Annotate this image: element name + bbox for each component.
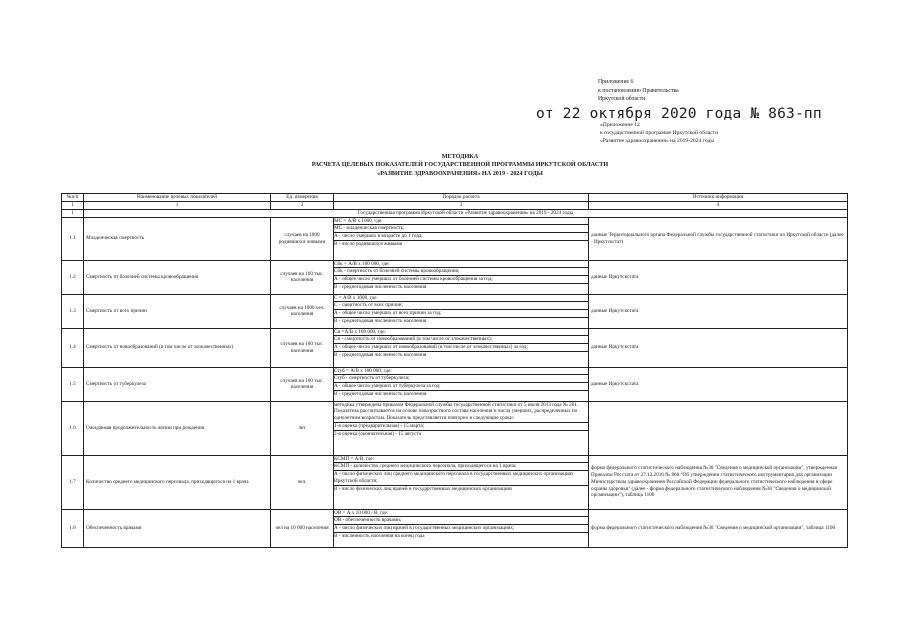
- calculation-line: Стуб = А/В х 100 000, где:: [334, 368, 589, 376]
- calculation-line: В - среднегодовая численность населения: [334, 317, 427, 324]
- row-number: 1.2: [62, 260, 84, 294]
- header-name: Наименование целевых показателей: [84, 194, 271, 202]
- indicator-name: Смертность от болезней системы кровообращения: [84, 260, 271, 294]
- calculation-method: [334, 217, 589, 260]
- column-number: 1: [62, 202, 84, 210]
- unit-of-measure: случаев на 100 тыс. населения: [271, 328, 334, 367]
- row-number: 1.5: [62, 367, 84, 401]
- table-row: [62, 509, 848, 547]
- column-number: 3: [334, 202, 589, 210]
- calculation-line: А - общее число умерших от туберкулеза за год;: [334, 383, 589, 391]
- program-num: I: [62, 209, 84, 217]
- information-source: форма федерального статистического наблюдения №30 "Сведения о медицинской организации", утвержденная Приказом Росстата от 27.12.2016 № 866 "Об утверждении статистического инструментария для организации Министерством здравоохранения Российской Федерации федерального статистического наблюдения в сфере охраны здоровья" (далее - форма федерального статистического наблюдения №30 "Сведения о медицинской организации"), таблица 1100: [589, 455, 848, 509]
- title-line: МЕТОДИКА: [441, 153, 479, 160]
- calculation-line: Стуб - смертность от туберкулеза;: [334, 375, 589, 383]
- indicator-name: Младенческая смертность: [84, 217, 271, 260]
- title-line: РАСЧЕТА ЦЕЛЕВЫХ ПОКАЗАТЕЛЕЙ ГОСУДАРСТВЕННОЙ ПРОГРАММЫ ИРКУТСКОЙ ОБЛАСТИ: [311, 161, 609, 169]
- appendix-line: к постановлению Правительства: [598, 87, 679, 94]
- information-source: данные Иркутскстата: [589, 294, 848, 328]
- calculation-line: А - число умерших в возрасте до 1 года;: [334, 233, 589, 241]
- information-source: данные Иркутскстата: [589, 328, 848, 367]
- program-title: Государственная программа Иркутской области «Развитие здравоохранения» на 2019 - 2024 годы: [84, 209, 848, 217]
- indicator-name: Количество среднего медицинского персонала, приходящегося на 1 врача: [84, 455, 271, 509]
- appendix-line: «Приложение 12: [600, 122, 640, 128]
- calculation-line: Сбк = А/В х 100 000, где:: [334, 261, 589, 269]
- appendix-line: «Развитие здравоохранения» на 2019-2024 годы: [600, 138, 715, 145]
- unit-of-measure: случаев на 100 тыс. населения: [271, 260, 334, 294]
- indicators-table: [61, 193, 848, 548]
- table-header-row: [62, 194, 848, 202]
- calculation-line: А - общее число умерших от всех причин за год;: [334, 310, 589, 318]
- table-row: [62, 401, 848, 455]
- calculation-line: А - число физических лиц врачей в государственных медицинских организациях;: [334, 525, 589, 533]
- table-row: [62, 294, 848, 328]
- table-row: [62, 367, 848, 401]
- decree-date-stamp: от 22 октября 2020 года № 863-пп: [536, 106, 822, 122]
- calculation-line: 2-я оценка (окончательная) - 15 августа: [334, 430, 422, 437]
- unit-of-measure: чел на 10 000 населения: [271, 509, 334, 547]
- information-source: данные Иркутскстата: [589, 367, 848, 401]
- program-row: [62, 209, 848, 217]
- appendix-subheader: [600, 121, 718, 146]
- information-source: данные Территориального органа Федеральной службы государственной статистики по Иркутской области (далее - Иркутскстат): [589, 217, 848, 260]
- table-row: [62, 455, 848, 509]
- calculation-line: ОВ - обеспеченность врачами;: [334, 517, 589, 525]
- calculation-line: КСМП = А/В, где:: [334, 456, 589, 464]
- header-source: Источник информации: [589, 194, 848, 202]
- calculation-method: [334, 367, 589, 401]
- calculation-line: В - численность населения на конец года: [334, 532, 425, 539]
- unit-of-measure: случаев на 1000 родившихся живыми: [271, 217, 334, 260]
- indicator-name: Смертность от туберкулеза: [84, 367, 271, 401]
- unit-of-measure: случаев на 1000 чел. населения: [271, 294, 334, 328]
- calculation-method: [334, 294, 589, 328]
- row-number: 1.6: [62, 401, 84, 455]
- column-number: 2: [271, 202, 334, 210]
- calculation-line: МС - младенческая смертность;: [334, 225, 589, 233]
- calculation-line: В - среднегодовая численность населения: [334, 283, 427, 290]
- appendix-line: Иркутской области: [598, 96, 646, 103]
- header-calc: Порядок расчета: [334, 194, 589, 202]
- calculation-line: Сн - смертность от новообразований (в том числе от злокачественных);: [334, 336, 589, 344]
- row-number: 1.7: [62, 455, 84, 509]
- appendix-line: к государственной программе Иркутской области: [600, 130, 719, 137]
- calculation-line: А - число физических лиц среднего медицинского персонала в государственных медицинских организациях Иркутской области;: [334, 471, 589, 485]
- calculation-method: [334, 260, 589, 294]
- header-unit: Ед. измерения: [271, 194, 334, 202]
- table-row: [62, 260, 848, 294]
- row-number: 1.1: [62, 217, 84, 260]
- calculation-line: С - смертность от всех причин;: [334, 302, 589, 310]
- calculation-method: [334, 328, 589, 367]
- column-number-row: [62, 202, 848, 210]
- table-row: [62, 217, 848, 260]
- appendix-header: [598, 78, 679, 104]
- unit-of-measure: лет: [271, 401, 334, 455]
- calculation-line: В - среднегодовая численность населения: [334, 390, 427, 397]
- information-source: данные Иркутскстата: [589, 260, 848, 294]
- calculation-method: [334, 455, 589, 509]
- row-number: 1.4: [62, 328, 84, 367]
- row-number: 1.8: [62, 509, 84, 547]
- table-row: [62, 328, 848, 367]
- calculation-line: А - общее число умерших от новообразований (в том числе от злокачественных) за год;: [334, 344, 589, 352]
- indicator-name: Смертность от всех причин: [84, 294, 271, 328]
- indicator-name: Обеспеченность врачами: [84, 509, 271, 547]
- calculation-line: Сн =А/В х 100 000, где:: [334, 329, 589, 337]
- calculation-method: [334, 401, 589, 455]
- row-number: 1.3: [62, 294, 84, 328]
- calculation-line: КСМП - количество среднего медицинского персонала, приходящегося на 1 врача;: [334, 463, 589, 471]
- calculation-line: С = А/В х 1000, где: [334, 295, 589, 303]
- calculation-line: В - среднегодовая численность населения: [334, 351, 427, 358]
- calculation-method: [334, 509, 589, 547]
- indicator-name: Смертность от новообразований (в том числе от злокачественных): [84, 328, 271, 367]
- calculation-line: методика утверждена приказом Федеральной службы государственной статистики от 5 июля 2013 года № 261. Показатель рассчитывается на основе повозрастного состава населения и числа умерших, распределенных по однолетним возрастам. Показатель представляется повторно в следующие сроки:: [334, 402, 589, 423]
- calculation-line: Сбк - смертность от болезней системы кровообращения;: [334, 268, 589, 276]
- title-line: «РАЗВИТИЕ ЗДРАВООХРАНЕНИЯ» НА 2019 - 2024 ГОДЫ: [377, 169, 543, 177]
- information-source: [589, 401, 848, 455]
- unit-of-measure: случаев на 100 тыс. населения: [271, 367, 334, 401]
- column-number: 4: [589, 202, 848, 210]
- calculation-line: А - общее число умерших от болезней системы кровообращения за год;: [334, 276, 589, 284]
- column-number: 1: [84, 202, 271, 210]
- appendix-line: Приложение 6: [598, 79, 634, 85]
- indicator-name: Ожидаемая продолжительность жизни при рождении: [84, 401, 271, 455]
- calculation-line: МС = А/В х 1000, где:: [334, 218, 589, 226]
- document-title: [260, 153, 660, 178]
- information-source: форма федерального статистического наблюдения №30 "Сведения о медицинской организации", таблица 1100: [589, 509, 848, 547]
- calculation-line: В - число родившихся живыми: [334, 240, 403, 247]
- header-num: №п/п: [62, 194, 84, 202]
- unit-of-measure: чел.: [271, 455, 334, 509]
- calculation-line: ОВ = А х 10 000 / В, где:: [334, 510, 589, 518]
- calculation-line: В - число физических лиц врачей в государственных медицинских организациях: [334, 485, 513, 492]
- calculation-line: 1-я оценка (предварительная) - 15 марта;: [334, 423, 589, 431]
